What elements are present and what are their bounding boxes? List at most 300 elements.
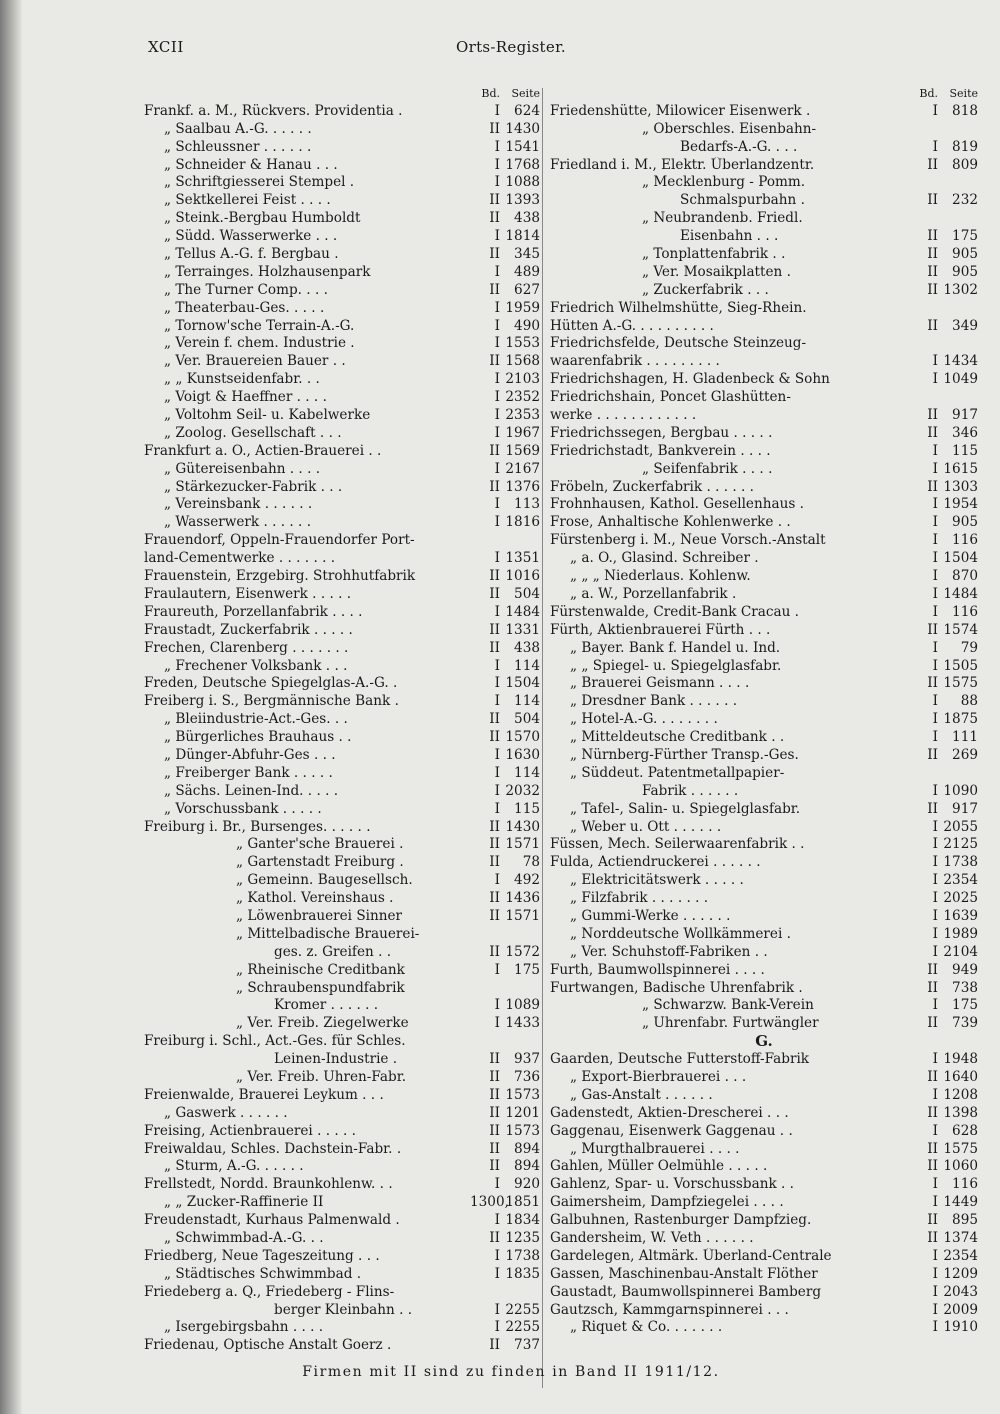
entry-page: 1016: [505, 568, 540, 585]
entry-name: „ Tornow'sche Terrain-A.-G.: [164, 317, 355, 334]
entry-page: 920: [514, 1176, 540, 1193]
entry-name: Frose, Anhaltische Kohlenwerke . .: [550, 514, 791, 531]
register-entry: [144, 890, 540, 908]
entry-page: 2032: [505, 782, 540, 799]
entry-volume: I: [932, 818, 938, 835]
entry-page: 1088: [505, 174, 540, 191]
entry-name: „ Saalbau A.-G. . . . . .: [164, 120, 312, 137]
entry-page: 1504: [943, 550, 978, 567]
entry-name: Friedland i. M., Elektr. Überlandzentr.: [550, 156, 815, 173]
register-entry: [144, 693, 540, 711]
register-entry: [144, 335, 540, 353]
entry-name: „ Isergebirgsbahn . . . .: [164, 1319, 324, 1336]
register-entry: [144, 479, 540, 497]
entry-name: Gaimersheim, Dampfziegelei . . . .: [550, 1194, 784, 1211]
entry-name: Kromer . . . . . .: [274, 997, 379, 1014]
entry-page: 1569: [505, 442, 540, 459]
register-entry: [550, 157, 978, 175]
entry-name: ges. z. Greifen . .: [274, 943, 392, 960]
entry-volume: II: [927, 800, 938, 817]
register-entry: [550, 854, 978, 872]
entry-volume: II: [489, 639, 500, 656]
entry-page: 2354: [943, 1247, 978, 1264]
entry-page: [502, 926, 540, 944]
register-entry: [550, 371, 978, 389]
entry-name: „ Voltohm Seil- u. Kabelwerke: [164, 407, 371, 424]
entry-name: Frellstedt, Nordd. Braunkohlenw. . .: [144, 1176, 393, 1193]
entry-volume: I: [494, 371, 500, 388]
register-entry: [550, 1248, 978, 1266]
register-entry: [550, 300, 978, 318]
entry-volume: I: [932, 532, 938, 549]
entry-volume: II: [927, 281, 938, 298]
entry-name: „ Ver. Mosaikplatten .: [642, 263, 791, 280]
bd-column-label: Bd.: [919, 87, 938, 100]
entry-page: 345: [514, 246, 540, 263]
entry-volume: II: [489, 192, 500, 209]
entry-name: Frechen, Clarenberg . . . . . . .: [144, 639, 349, 656]
entry-page: 1573: [505, 1086, 540, 1103]
entry-volume: I: [932, 138, 938, 155]
entry-name: „ Schriftgiesserei Stempel .: [164, 174, 355, 191]
entry-page: 1835: [505, 1265, 540, 1282]
entry-name: „ Ganter'sche Brauerei .: [236, 836, 404, 853]
entry-page: 1209: [943, 1265, 978, 1282]
register-entry: [550, 1105, 978, 1123]
entry-page: 905: [952, 514, 978, 531]
entry-volume: I: [932, 1086, 938, 1103]
entry-page: 79: [960, 639, 978, 656]
entry-page: 489: [514, 263, 540, 280]
entry-name: werke . . . . . . . . . . . .: [550, 407, 697, 424]
register-entry: [550, 192, 978, 210]
register-entry: [550, 443, 978, 461]
entry-page: 2103: [505, 371, 540, 388]
entry-name: „ Nürnberg-Fürther Transp.-Ges.: [570, 746, 799, 763]
entry-name: „ „ Spiegel- u. Spiegelglasfabr.: [570, 657, 782, 674]
register-entry: [550, 479, 978, 497]
entry-name: Freiberg i. S., Bergmännische Bank .: [144, 693, 399, 710]
register-entry: [144, 1033, 540, 1051]
register-entry: [144, 371, 540, 389]
entry-volume: II: [927, 1104, 938, 1121]
seite-column-label: Seite: [511, 87, 540, 100]
register-entry: [144, 103, 540, 121]
register-entry: [550, 765, 978, 783]
entry-name: „ Filzfabrik . . . . . . .: [570, 890, 709, 907]
register-entry: [550, 1176, 978, 1194]
register-entry: [550, 729, 978, 747]
entry-volume: I: [932, 729, 938, 746]
entry-name: „ Gummi-Werke . . . . . .: [570, 907, 731, 924]
register-entry: [144, 729, 540, 747]
entry-page: 2009: [943, 1301, 978, 1318]
entry-volume: 1300,: [470, 1194, 509, 1211]
entry-name: „ Verein f. chem. Industrie .: [164, 335, 355, 352]
page-number: XCII: [148, 38, 184, 56]
entry-volume: I: [494, 1015, 500, 1032]
entry-volume: I: [932, 711, 938, 728]
register-entry: [550, 282, 978, 300]
entry-volume: [470, 532, 502, 550]
entry-page: 1398: [943, 1104, 978, 1121]
register-entry: [144, 854, 540, 872]
entry-volume: I: [494, 1319, 500, 1336]
entry-name: Fraustadt, Zuckerfabrik . . . . .: [144, 621, 353, 638]
register-entry: [550, 962, 978, 980]
register-entry: [144, 1105, 540, 1123]
entry-name: Frauendorf, Oppeln-Frauendorfer Port-: [144, 532, 415, 549]
entry-name: „ Dünger-Abfuhr-Ges . . .: [164, 746, 336, 763]
entry-page: 438: [514, 210, 540, 227]
entry-page: 1331: [505, 621, 540, 638]
entry-page: 917: [952, 407, 978, 424]
entry-name: Bedarfs-A.-G. . . .: [680, 138, 798, 155]
register-entry: [550, 228, 978, 246]
entry-page: 1615: [943, 460, 978, 477]
column-header: [144, 85, 540, 103]
entry-name: „ Schneider & Hanau . . .: [164, 156, 338, 173]
entry-volume: [470, 926, 502, 944]
entry-volume: II: [489, 478, 500, 495]
register-entry: [144, 1212, 540, 1230]
entry-page: [502, 532, 540, 550]
section-letter: G.: [755, 1033, 773, 1051]
entry-name: Gandersheim, W. Veth . . . . . .: [550, 1230, 754, 1246]
entry-name: Galbuhnen, Rastenburger Dampfzieg.: [550, 1212, 812, 1229]
entry-name: „ Dresdner Bank . . . . . .: [570, 693, 738, 710]
register-entry: [144, 1176, 540, 1194]
entry-name: „ Tonplattenfabrik . .: [642, 246, 786, 263]
entry-name: „ Mecklenburg - Pomm.: [642, 174, 806, 191]
entry-name: Furtwangen, Badische Uhrenfabrik .: [550, 979, 803, 996]
register-entry: [550, 783, 978, 801]
entry-volume: I: [494, 1265, 500, 1282]
footer-note: Firmen mit II sind zu finden in Band II 1911/12.: [302, 1364, 720, 1380]
register-entry: [550, 210, 978, 228]
entry-volume: I: [494, 997, 500, 1014]
register-entry: [550, 1319, 978, 1337]
entry-page: 1954: [943, 496, 978, 513]
register-entry: [550, 514, 978, 532]
entry-name: „ Rheinische Creditbank: [236, 961, 405, 978]
entry-volume: I: [494, 657, 500, 674]
entry-volume: II: [927, 478, 938, 495]
entry-page: [940, 121, 978, 139]
entry-name: „ Bürgerliches Brauhaus . .: [164, 729, 352, 746]
register-entry: [144, 962, 540, 980]
entry-name: Hütten A.-G. . . . . . . . . .: [550, 317, 714, 334]
entry-name: „ Ver. Brauereien Bauer . .: [164, 353, 346, 370]
entry-name: Fürth, Aktienbrauerei Fürth . . .: [550, 621, 771, 638]
entry-page: [940, 335, 978, 353]
entry-volume: II: [489, 353, 500, 370]
entry-page: 1834: [505, 1212, 540, 1229]
entry-name: „ a. O., Glasind. Schreiber .: [570, 550, 759, 567]
entry-volume: I: [494, 1301, 500, 1318]
register-entry: [550, 836, 978, 854]
entry-page: 1374: [943, 1230, 978, 1246]
entry-volume: II: [927, 1068, 938, 1085]
entry-name: „ Seifenfabrik . . . .: [642, 460, 773, 477]
entry-page: 1568: [505, 353, 540, 370]
entry-volume: I: [494, 961, 500, 978]
entry-volume: I: [494, 138, 500, 155]
entry-page: 349: [952, 317, 978, 334]
entry-volume: II: [489, 210, 500, 227]
register-entry: [550, 872, 978, 890]
entry-name: Friedeberg a. Q., Friedeberg - Flins-: [144, 1283, 395, 1300]
register-entry: [144, 1051, 540, 1069]
entry-volume: II: [927, 263, 938, 280]
entry-volume: II: [489, 818, 500, 835]
entry-name: Gaustadt, Baumwollspinnerei Bamberg: [550, 1283, 822, 1300]
entry-name: Friedrich Wilhelmshütte, Sieg-Rhein.: [550, 299, 807, 316]
entry-volume: II: [489, 1230, 500, 1246]
entry-volume: I: [494, 156, 500, 173]
register-entry: [550, 801, 978, 819]
register-entry: [550, 568, 978, 586]
entry-volume: I: [494, 299, 500, 316]
register-entry: [144, 121, 540, 139]
entry-page: 115: [952, 442, 978, 459]
entry-volume: I: [494, 1247, 500, 1264]
register-entry: [550, 711, 978, 729]
entry-volume: I: [494, 514, 500, 531]
entry-volume: [470, 1284, 502, 1302]
entry-page: 628: [952, 1122, 978, 1139]
register-entry: [550, 139, 978, 157]
entry-page: 113: [514, 496, 540, 513]
register-entry: [550, 1141, 978, 1159]
entry-volume: I: [932, 782, 938, 799]
entry-name: Freising, Actienbrauerei . . . . .: [144, 1122, 356, 1139]
entry-page: 78: [522, 854, 540, 871]
entry-volume: II: [489, 1140, 500, 1157]
entry-volume: II: [927, 1230, 938, 1246]
seite-column-label: Seite: [949, 87, 978, 100]
entry-volume: [908, 210, 940, 228]
entry-volume: I: [932, 925, 938, 942]
entry-name: „ Zuckerfabrik . . .: [642, 281, 769, 298]
entry-volume: [908, 389, 940, 407]
entry-page: 114: [514, 693, 540, 710]
entry-page: 1049: [943, 371, 978, 388]
register-entry: [550, 1284, 978, 1302]
register-entry: [144, 568, 540, 586]
register-entry: [550, 622, 978, 640]
entry-name: „ Export-Bierbrauerei . . .: [570, 1068, 747, 1085]
register-entry: [550, 819, 978, 837]
register-entry: [550, 550, 978, 568]
register-entry: [550, 1266, 978, 1284]
register-entry: [550, 926, 978, 944]
register-entry: [550, 980, 978, 998]
register-entry: [144, 192, 540, 210]
entry-volume: II: [927, 979, 938, 996]
entry-name: Freiburg i. Br., Bursenges. . . . . .: [144, 818, 371, 835]
entry-page: 2352: [505, 389, 540, 406]
entry-volume: [908, 335, 940, 353]
entry-name: „ Oberschles. Eisenbahn-: [642, 120, 817, 137]
entry-page: 269: [952, 746, 978, 763]
entry-volume: I: [494, 335, 500, 352]
entry-volume: II: [489, 711, 500, 728]
entry-volume: II: [927, 228, 938, 245]
entry-volume: [470, 1033, 502, 1051]
entry-page: 809: [952, 156, 978, 173]
register-entry: [144, 944, 540, 962]
entry-name: „ Steink.-Bergbau Humboldt: [164, 210, 361, 227]
entry-volume: I: [932, 442, 938, 459]
entry-name: Fürstenberg i. M., Neue Vorsch.-Anstalt: [550, 532, 826, 549]
entry-name: „ Süddeut. Patentmetallpapier-: [570, 764, 785, 781]
entry-name: Furth, Baumwollspinnerei . . . .: [550, 961, 765, 978]
entry-name: „ Schleussner . . . . . .: [164, 138, 312, 155]
entry-volume: I: [494, 496, 500, 513]
register-entry: [550, 318, 978, 336]
entry-volume: I: [932, 657, 938, 674]
entry-page: 2354: [943, 872, 978, 889]
register-entry: [550, 1194, 978, 1212]
entry-page: 1959: [505, 299, 540, 316]
entry-name: Freiburg i. Schl., Act.-Ges. für Schles.: [144, 1033, 406, 1050]
entry-volume: I: [932, 1247, 938, 1264]
entry-page: 88: [960, 693, 978, 710]
entry-volume: I: [494, 550, 500, 567]
entry-name: Gahlenz, Spar- u. Vorschussbank . .: [550, 1176, 794, 1193]
entry-volume: I: [932, 693, 938, 710]
entry-volume: I: [494, 174, 500, 191]
entry-name: „ Brauerei Geismann . . . .: [570, 675, 750, 692]
entry-page: 737: [514, 1337, 540, 1354]
entry-page: 1553: [505, 335, 540, 352]
entry-page: 819: [952, 138, 978, 155]
entry-page: 115: [514, 800, 540, 817]
entry-volume: I: [494, 800, 500, 817]
entry-name: „ Gemeinn. Baugesellsch.: [236, 872, 413, 889]
register-entry: [550, 335, 978, 353]
register-entry: [144, 675, 540, 693]
entry-volume: I: [932, 514, 938, 531]
entry-page: 738: [952, 979, 978, 996]
entry-volume: I: [494, 460, 500, 477]
entry-name: „ Löwenbrauerei Sinner: [236, 907, 403, 924]
entry-volume: II: [927, 746, 938, 763]
entry-volume: II: [489, 854, 500, 871]
entry-page: 2167: [505, 460, 540, 477]
register-entry: [144, 908, 540, 926]
register-entry: [550, 586, 978, 604]
register-entry: [144, 228, 540, 246]
register-entry: [550, 1158, 978, 1176]
register-entry: [550, 532, 978, 550]
register-entry: [550, 264, 978, 282]
entry-name: Frankfurt a. O., Actien-Brauerei . .: [144, 442, 382, 459]
entry-volume: I: [494, 424, 500, 441]
register-entry: [550, 246, 978, 264]
entry-page: [940, 300, 978, 318]
register-entry: [144, 1248, 540, 1266]
entry-page: 2025: [943, 890, 978, 907]
entry-volume: II: [927, 317, 938, 334]
entry-name: „ Terrainges. Holzhausenpark: [164, 263, 371, 280]
entry-volume: I: [494, 263, 500, 280]
entry-name: „ Bleiindustrie-Act.-Ges. . .: [164, 711, 348, 728]
register-entry: [550, 1069, 978, 1087]
entry-name: „ Stärkezucker-Fabrik . . .: [164, 478, 343, 495]
entry-name: Friedrichshagen, H. Gladenbeck & Sohn: [550, 371, 830, 388]
entry-volume: I: [494, 603, 500, 620]
entry-volume: I: [932, 496, 938, 513]
entry-volume: II: [927, 192, 938, 209]
register-entry: [144, 711, 540, 729]
entry-page: 2255: [505, 1301, 540, 1318]
book-binding-edge: [0, 0, 22, 1414]
left-column: [144, 85, 540, 1355]
entry-name: „ Norddeutsche Wollkämmerei .: [570, 925, 791, 942]
entry-volume: II: [927, 621, 938, 638]
entry-page: [502, 1033, 540, 1051]
entry-page: 870: [952, 568, 978, 585]
entry-volume: II: [489, 1068, 500, 1085]
entry-name: „ Schwarzw. Bank-Verein: [642, 997, 814, 1014]
entry-name: Friedrichshain, Poncet Glashütten-: [550, 389, 791, 406]
register-entry: [144, 496, 540, 514]
entry-page: 1302: [943, 281, 978, 298]
entry-page: 1449: [943, 1194, 978, 1211]
entry-name: „ Wasserwerk . . . . . .: [164, 514, 312, 531]
entry-name: „ The Turner Comp. . . .: [164, 281, 328, 298]
entry-volume: II: [927, 424, 938, 441]
entry-page: 1434: [943, 353, 978, 370]
register-entry: [144, 210, 540, 228]
entry-name: „ Schraubenspundfabrik: [236, 979, 405, 996]
entry-name: „ Riquet & Co. . . . . . .: [570, 1319, 723, 1336]
register-entry: [144, 532, 540, 550]
entry-volume: I: [932, 997, 938, 1014]
entry-volume: II: [927, 246, 938, 263]
entry-page: 1573: [505, 1122, 540, 1139]
entry-name: „ Tafel-, Salin- u. Spiegelglasfabr.: [570, 800, 801, 817]
entry-name: „ Weber u. Ott . . . . . .: [570, 818, 722, 835]
entry-page: 1738: [943, 854, 978, 871]
entry-name: Gardelegen, Altmärk. Überland-Centrale: [550, 1247, 832, 1264]
entry-volume: [470, 980, 502, 998]
entry-page: 1303: [943, 478, 978, 495]
entry-volume: I: [932, 854, 938, 871]
entry-page: 1430: [505, 120, 540, 137]
entry-volume: I: [932, 1301, 938, 1318]
entry-volume: II: [489, 246, 500, 263]
entry-name: „ Sturm, A.-G. . . . . .: [164, 1158, 304, 1175]
register-entry: [144, 604, 540, 622]
entry-page: 1910: [943, 1319, 978, 1336]
entry-volume: II: [489, 621, 500, 638]
entry-name: Gahlen, Müller Oelmühle . . . . .: [550, 1158, 768, 1175]
entry-name: Fraureuth, Porzellanfabrik . . . .: [144, 603, 363, 620]
entry-name: „ Gas-Anstalt . . . . . .: [570, 1086, 713, 1103]
entry-page: 1875: [943, 711, 978, 728]
entry-volume: II: [927, 1140, 938, 1157]
entry-page: 114: [514, 657, 540, 674]
register-entry: [550, 747, 978, 765]
entry-name: „ Schwimmbad-A.-G. . .: [164, 1230, 324, 1246]
entry-page: [940, 210, 978, 228]
entry-name: „ Sächs. Leinen-Ind. . . . .: [164, 782, 339, 799]
register-entry: [550, 1087, 978, 1105]
entry-page: 1484: [505, 603, 540, 620]
